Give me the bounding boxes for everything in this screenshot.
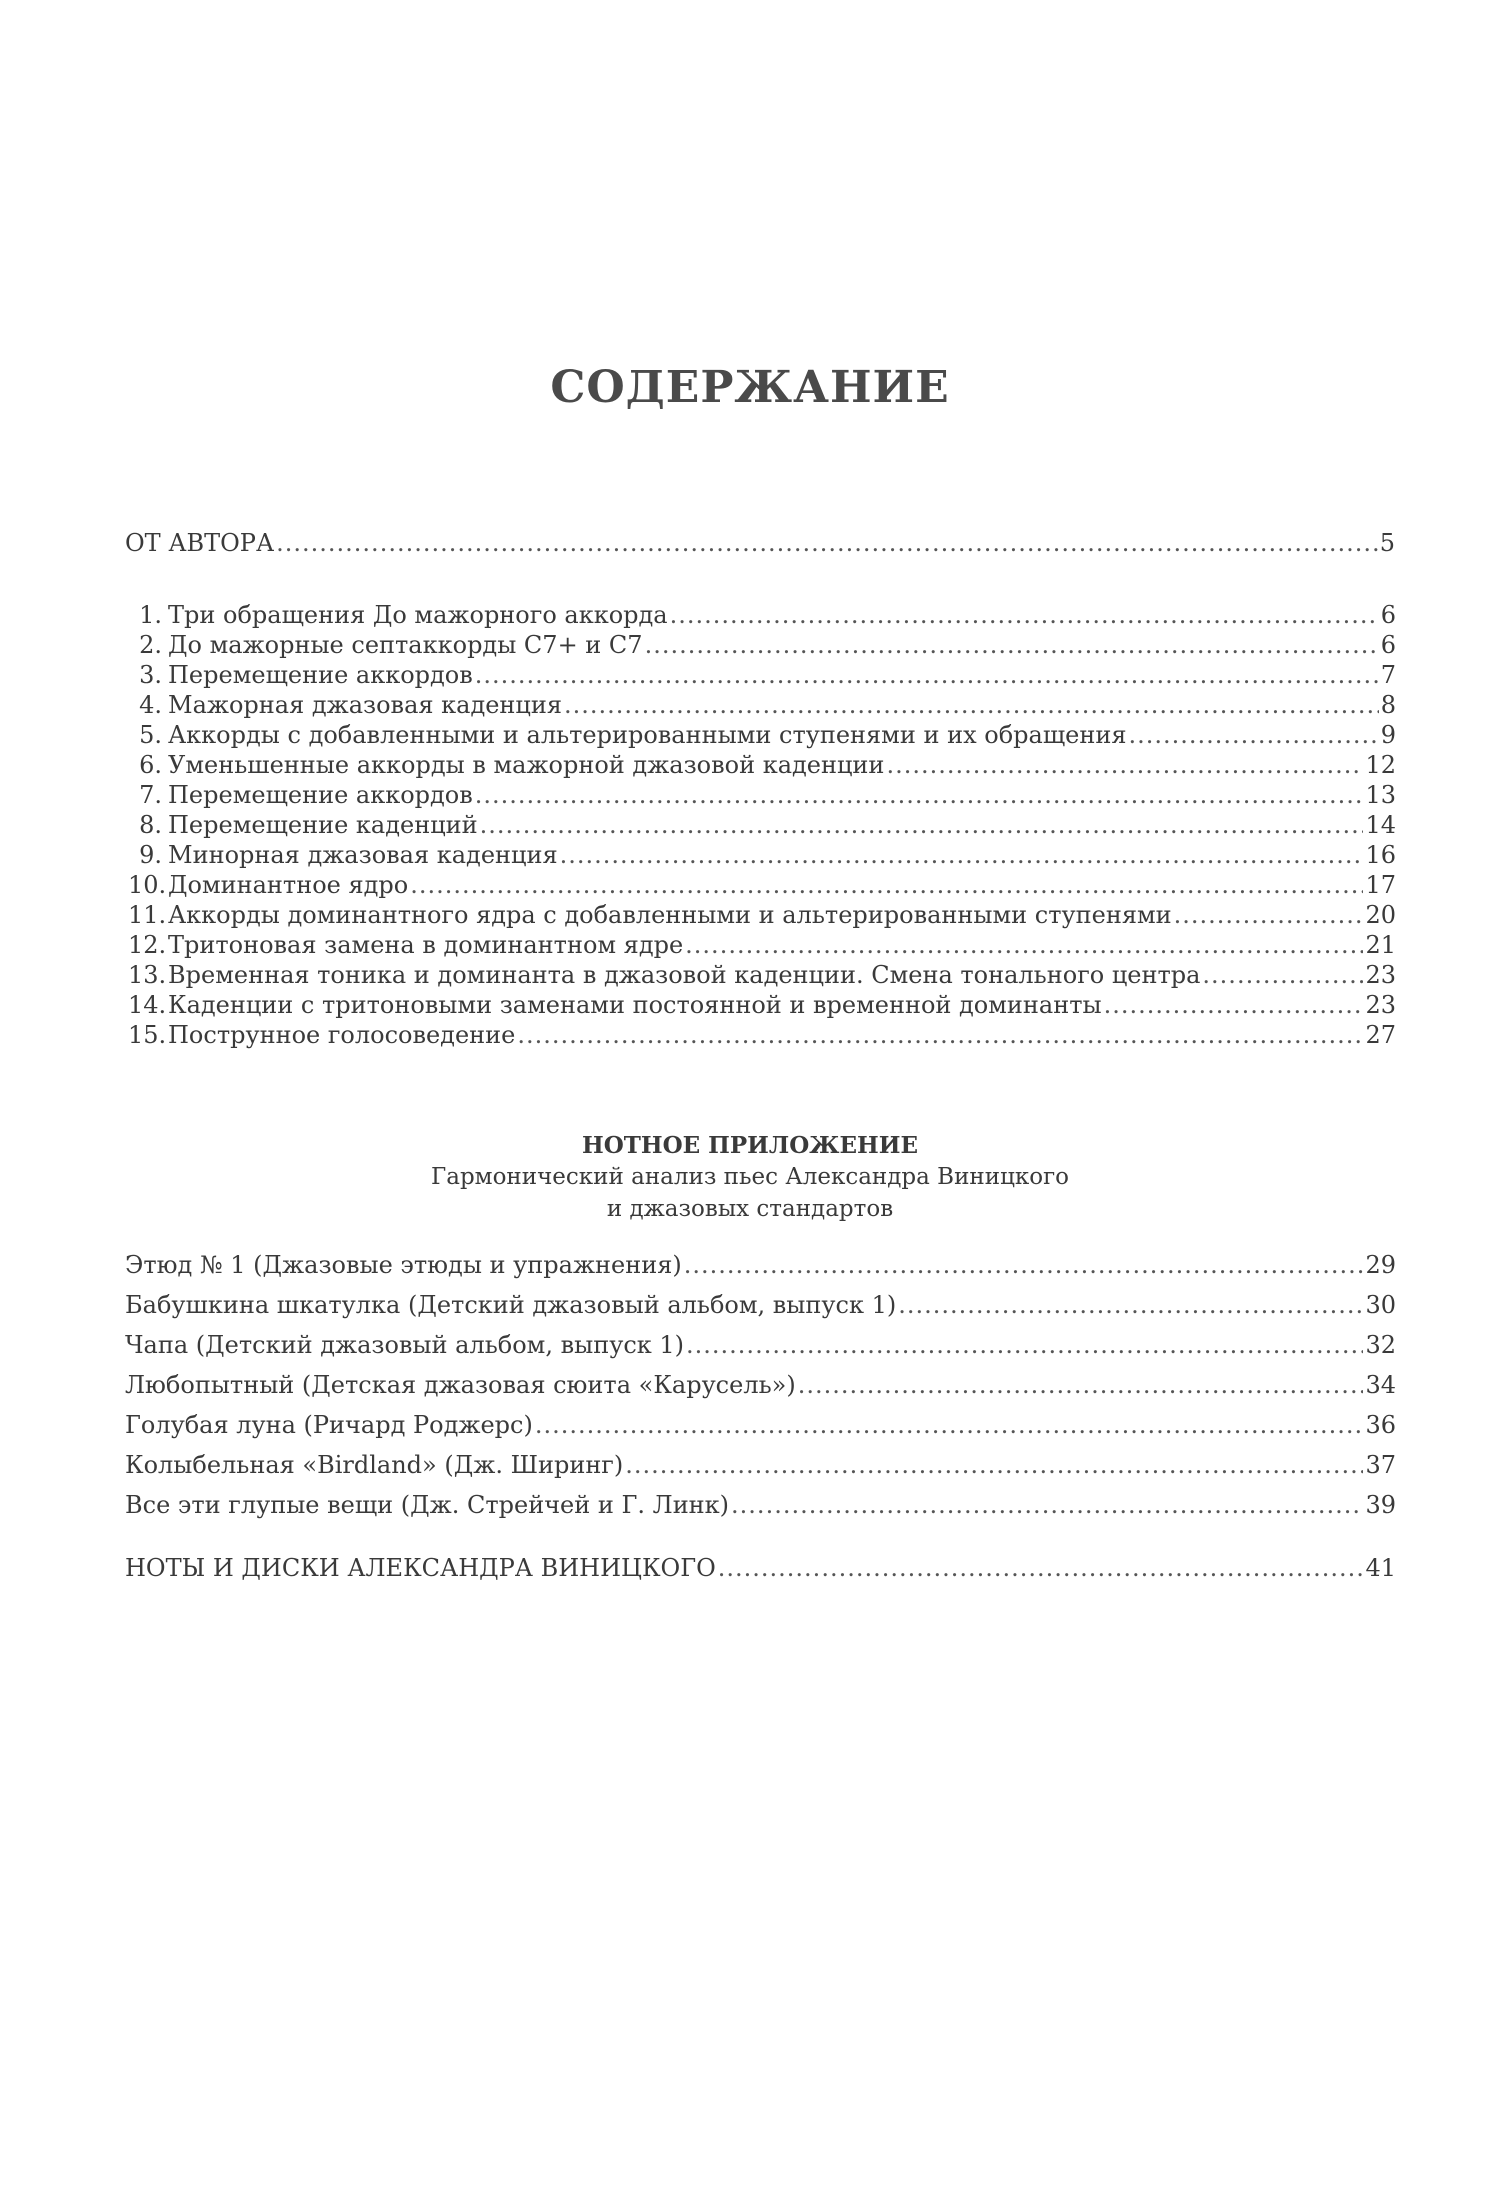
appendix-item-title: Любопытный (Детская джазовая сюита «Карусель») [125,1371,796,1399]
chapter-title: Временная тоника и доминанта в джазовой каденции. Смена тонального центра [168,961,1201,989]
toc-page-number: 8 [1380,691,1396,719]
toc-page-number: 41 [1365,1554,1396,1582]
toc-leader-dots [276,528,1378,558]
toc-chapter-row [128,930,1396,960]
chapter-number: 6. [139,751,162,779]
toc-leader-dots [1174,900,1364,930]
toc-leader-dots [564,690,1379,720]
toc-page-number: 17 [1365,871,1396,899]
chapter-title: Мажорная джазовая каденция [168,691,562,719]
page-title: СОДЕРЖАНИЕ [550,362,950,413]
appendix-item [125,1410,1396,1440]
toc-page-number: 16 [1365,841,1396,869]
appendix-heading: НОТНОЕ ПРИЛОЖЕНИЕ [581,1132,918,1159]
chapter-number: 4. [139,691,162,719]
toc-page-number: 14 [1365,811,1396,839]
toc-chapter-row [128,1020,1396,1050]
chapter-number: 5. [139,721,162,749]
toc-leader-dots [898,1290,1363,1320]
appendix-item [125,1490,1396,1520]
toc-page-number: 32 [1365,1331,1396,1359]
toc-page-number: 7 [1380,661,1396,689]
toc-intro [125,528,1395,558]
chapter-title: Аккорды доминантного ядра с добавленными и альтерированными ступенями [168,901,1172,929]
chapter-title: До мажорные септаккорды С7+ и С7 [168,631,643,659]
toc-chapter-row [128,630,1396,660]
toc-chapter-row [128,870,1396,900]
chapter-title: Аккорды с добавленными и альтерированными ступенями и их обращения [168,721,1127,749]
toc-leader-dots [480,810,1364,840]
toc-chapter-row [128,690,1396,720]
toc-leader-dots [886,750,1363,780]
appendix-item-title: Этюд № 1 (Джазовые этюды и упражнения) [125,1251,682,1279]
toc-chapter-row [128,660,1396,690]
toc-chapter-row [128,720,1396,750]
chapter-title: Пострунное голосоведение [168,1021,516,1049]
chapter-title: Перемещение аккордов [168,661,473,689]
toc-leader-dots [684,1250,1364,1280]
appendix-item-title: Голубая луна (Ричард Роджерс) [125,1411,533,1439]
toc-chapter-row [128,600,1396,630]
toc-leader-dots [1128,720,1378,750]
toc-page-number: 6 [1380,601,1396,629]
chapter-number: 13. [128,961,167,989]
chapter-number: 14. [128,991,167,1019]
chapter-number: 1. [139,601,162,629]
chapter-number: 9. [139,841,162,869]
toc-final-entry [125,1553,1396,1583]
toc-page-number: 9 [1380,721,1396,749]
toc-leader-dots [718,1553,1364,1583]
toc-leader-dots [686,1330,1363,1360]
appendix-item-title: Чапа (Детский джазовый альбом, выпуск 1) [125,1331,685,1359]
toc-page-number: 39 [1365,1491,1396,1519]
toc-chapter-row [128,990,1396,1020]
toc-leader-dots [625,1450,1363,1480]
toc-chapter-row [128,900,1396,930]
toc-label: ОТ АВТОРА [125,529,275,557]
toc-page-number: 13 [1365,781,1396,809]
toc-page-number: 37 [1365,1451,1396,1479]
toc-chapter-row [128,810,1396,840]
toc-leader-dots [731,1490,1363,1520]
toc-leader-dots [1202,960,1363,990]
appendix-subtitle-line2: и джазовых стандартов [606,1196,894,1222]
toc-page-number: 6 [1380,631,1396,659]
toc-leader-dots [798,1370,1364,1400]
appendix-item [125,1330,1396,1360]
toc-page-number: 27 [1365,1021,1396,1049]
chapter-number: 10. [128,871,167,899]
toc-leader-dots [560,840,1364,870]
chapter-number: 8. [139,811,162,839]
toc-chapter-row [128,750,1396,780]
toc-page-number: 23 [1365,991,1396,1019]
toc-leader-dots [535,1410,1364,1440]
toc-chapter-row [128,840,1396,870]
toc-page-number: 23 [1365,961,1396,989]
toc-leader-dots [475,660,1379,690]
toc-page-number: 34 [1365,1371,1396,1399]
appendix-item-title: Колыбельная «Birdland» (Дж. Ширинг) [125,1451,624,1479]
appendix-item-title: Все эти глупые вещи (Дж. Стрейчей и Г. Линк) [125,1491,730,1519]
toc-page-number: 5 [1379,529,1395,557]
chapter-number: 15. [128,1021,167,1049]
chapter-number: 7. [139,781,162,809]
toc-page-number: 12 [1365,751,1396,779]
toc-leader-dots [475,780,1364,810]
toc-leader-dots [517,1020,1363,1050]
chapter-title: Каденции с тритоновыми заменами постоянной и временной доминанты [168,991,1102,1019]
toc-leader-dots [410,870,1363,900]
chapter-title: Минорная джазовая каденция [168,841,558,869]
toc-leader-dots [645,630,1379,660]
appendix-item [125,1290,1396,1320]
chapter-number: 11. [128,901,167,929]
toc-page-number: 29 [1365,1251,1396,1279]
chapter-title: Доминантное ядро [168,871,409,899]
appendix-item [125,1450,1396,1480]
chapter-number: 3. [139,661,162,689]
appendix-item [125,1370,1396,1400]
toc-leader-dots [685,930,1363,960]
toc-leader-dots [670,600,1379,630]
toc-label: НОТЫ И ДИСКИ АЛЕКСАНДРА ВИНИЦКОГО [125,1554,716,1582]
chapter-title: Уменьшенные аккорды в мажорной джазовой каденции [168,751,885,779]
toc-chapter-row [128,960,1396,990]
toc-page-number: 36 [1365,1411,1396,1439]
toc-leader-dots [1104,990,1364,1020]
chapter-number: 12. [128,931,167,959]
appendix-item [125,1250,1396,1280]
toc-page-number: 21 [1365,931,1396,959]
chapter-title: Перемещение аккордов [168,781,473,809]
toc-page-number: 20 [1365,901,1396,929]
chapter-number: 2. [139,631,162,659]
toc-chapter-row [128,780,1396,810]
chapter-title: Перемещение каденций [168,811,478,839]
toc-page-number: 30 [1365,1291,1396,1319]
appendix-subtitle-line1: Гармонический анализ пьес Александра Виницкого [431,1164,1069,1190]
appendix-item-title: Бабушкина шкатулка (Детский джазовый альбом, выпуск 1) [125,1291,897,1319]
chapter-title: Три обращения До мажорного аккорда [168,601,668,629]
chapter-title: Тритоновая замена в доминантном ядре [168,931,684,959]
